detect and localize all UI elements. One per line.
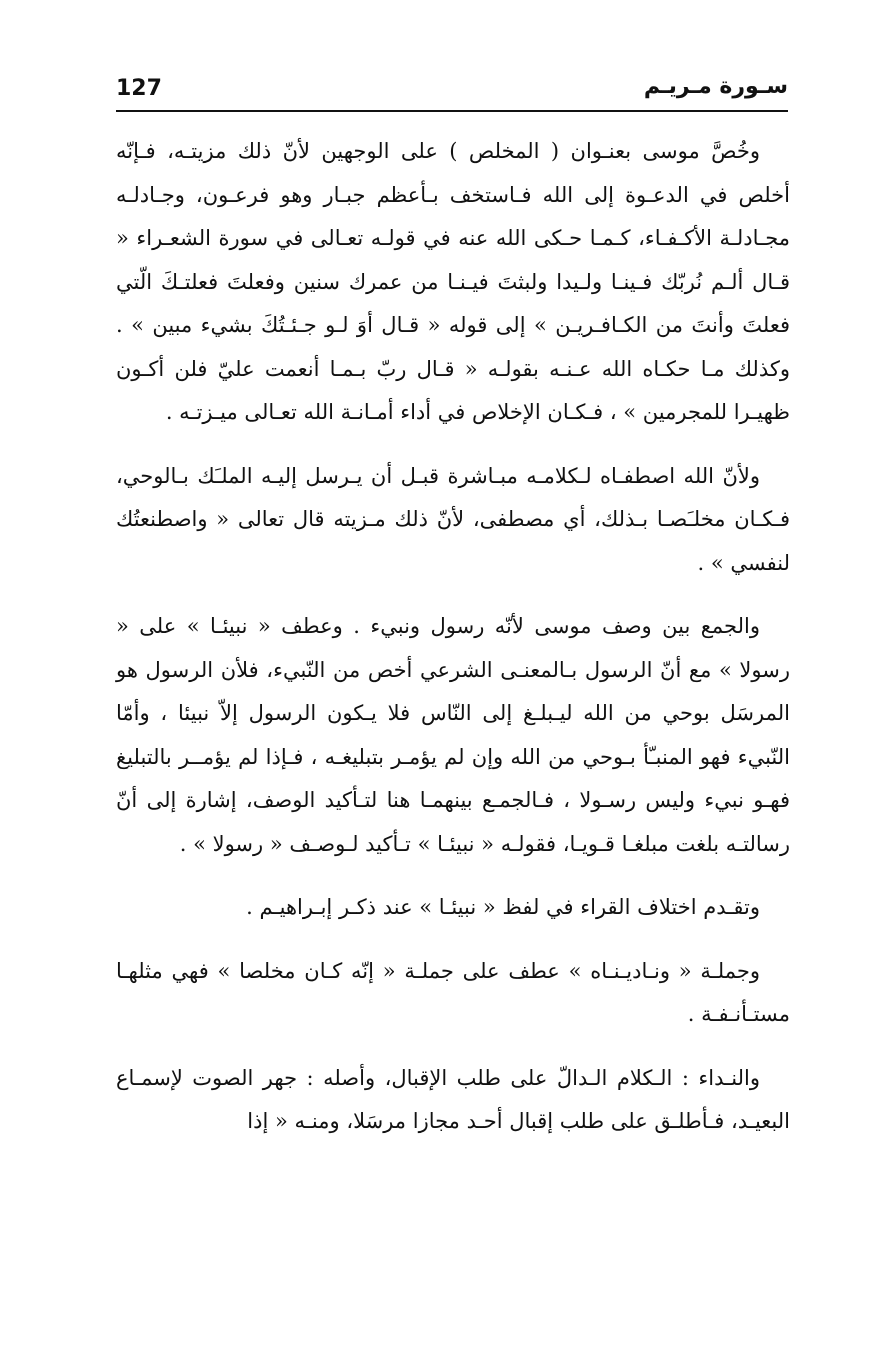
paragraph: وخُصَّ موسى بعنـوان ( المخلص ) على الوجهين لأنّ ذلك مزيتـه، فـإنّه أخلص في الدعـوة إلى الله فـاستخف بـأعظم جبـار وهو فرعـون، وجـادلـه مجـادلـة الأكـفـاء، كـمـا حـكى الله عنه في قولـه تعـالى في سورة الشعـراء « قـال ألـم نُربّك فـينـا ولـيدا ولبثتَ فيـنـا من عمرك سنين وفعلتَ فعلتـكَ الّتي فعلتَ وأنتَ من الكـافـريـن » إلى قوله « قـال أوَ لـو جـئـتُكَ بشيء مبين » . وكذلك مـا حكـاه الله عـنـه بقولـه « قـال ربّ بـمـا أنعمت عليّ فلن أكـون ظهيـرا للمجرمين » ، فـكـان الإخلاص في أداء أمـانـة الله تعـالى ميـزتـه . [116,139,790,424]
paragraph: ولأنّ الله اصطفـاه لـكلامـه مبـاشرة قبـل أن يـرسل إليـه الملـَك بـالوحي، فـكـان مخلـَصـا بـذلك، أي مصطفى، لأنّ ذلك مـزيته قال تعالى « واصطنعتُك لنفسي » . [116,463,790,575]
paragraph: وتقـدم اختلاف القراء في لفظ « نبيئـا » عند ذكـر إبـراهيـم . [246,895,760,919]
page-header [116,74,788,112]
paragraph: والنـداء : الـكلام الـدالّ على طلب الإقبال، وأصله : جهر الصوت لإسمـاع البعيـد، فـأطلـق على طلب إقبال أحـد مجازا مرسَلا، ومنـه « إذا [116,1065,790,1133]
surah-title: سـورة مـريـم [643,74,788,99]
page-number: 127 [116,76,162,101]
paragraph: والجمع بين وصف موسى لأنّه رسول ونبيء . وعطف « نبيئـا » على « رسولا » مع أنّ الرسول بـالمعنـى الشرعي أخص من النّبيء، فلأن الرسول هو المرسَل بوحي من الله ليـبلـغ إلى النّاس فلا يـكون الرسول إلاّ نبيئا ، وأمّا النّبيء فهو المنبـّأ بـوحي من الله وإن لم يؤمـر بتبليغـه ، فـإذا لم يؤمــر بالتبليغ فهـو نبيء وليس رسـولا ، فـالجمـع بينهمـا هنا لتـأكيد الوصف، إشارة إلى أنّ رسالتـه بلغت مبلغـا قـويـا، فقولـه « نبيئـا » تـأكيد لـوصـف « رسولا » . [116,614,790,856]
paragraph: وجملـة « ونـاديـنـاه » عطف على جملـة « إنّه كـان مخلصا » فهي مثلهـا مستـأنـفـة . [116,958,790,1026]
body-text [116,130,790,1144]
